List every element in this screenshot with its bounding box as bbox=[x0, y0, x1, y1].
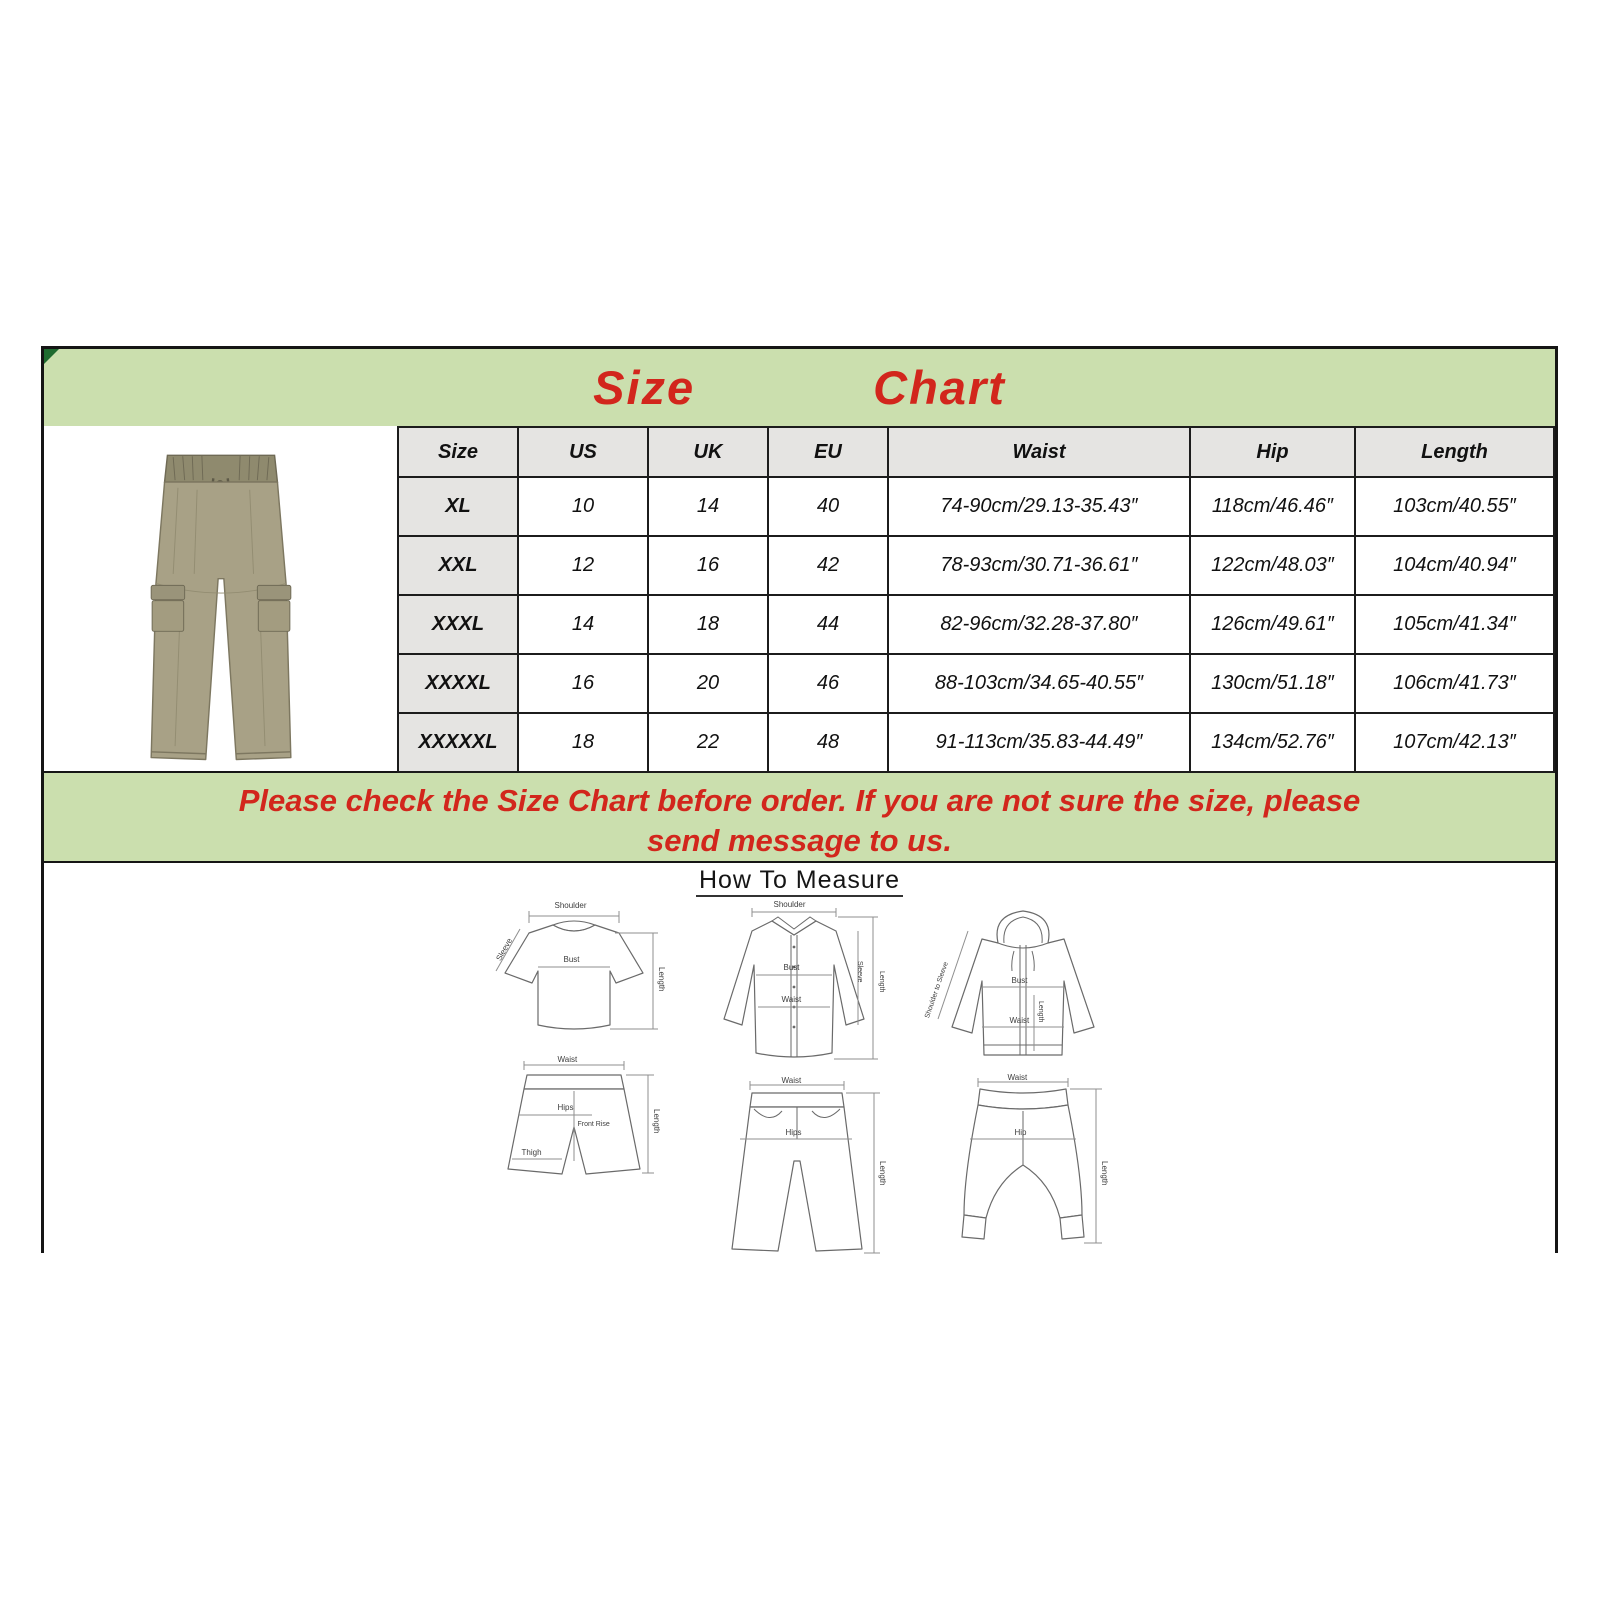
label-shoulder: Shoulder bbox=[773, 900, 806, 909]
size-value-cell: 78-93cm/30.71-36.61″ bbox=[888, 536, 1190, 595]
label-waist: Waist bbox=[1007, 1073, 1028, 1082]
size-value-cell: 48 bbox=[768, 713, 888, 772]
table-row bbox=[398, 595, 1554, 654]
size-value-cell: 14 bbox=[648, 477, 768, 536]
size-value-cell: 16 bbox=[648, 536, 768, 595]
size-name-cell: XXL bbox=[398, 536, 518, 595]
cargo-pants-image bbox=[106, 440, 336, 770]
label-hips: Hips bbox=[785, 1128, 802, 1137]
corner-triangle bbox=[44, 349, 59, 364]
table-row bbox=[398, 713, 1554, 772]
size-value-cell: 88-103cm/34.65-40.55″ bbox=[888, 654, 1190, 713]
shirt-diagram bbox=[690, 899, 898, 1077]
label-waist: Waist bbox=[557, 1055, 578, 1064]
size-value-cell: 104cm/40.94″ bbox=[1355, 536, 1554, 595]
column-header: Size bbox=[398, 427, 518, 477]
size-value-cell: 10 bbox=[518, 477, 648, 536]
label-length: Length bbox=[877, 1161, 887, 1186]
size-name-cell: XXXXXL bbox=[398, 713, 518, 772]
label-bust: Bust bbox=[783, 963, 800, 972]
size-value-cell: 42 bbox=[768, 536, 888, 595]
size-value-cell: 22 bbox=[648, 713, 768, 772]
size-value-cell: 40 bbox=[768, 477, 888, 536]
page-title bbox=[593, 360, 1006, 415]
size-name-cell: XXXL bbox=[398, 595, 518, 654]
how-to-measure-section bbox=[44, 863, 1555, 1259]
column-header: Waist bbox=[888, 427, 1190, 477]
label-thigh: Thigh bbox=[521, 1148, 542, 1157]
size-value-cell: 20 bbox=[648, 654, 768, 713]
size-value-cell: 18 bbox=[518, 713, 648, 772]
size-value-cell: 105cm/41.34″ bbox=[1355, 595, 1554, 654]
table-row bbox=[398, 477, 1554, 536]
measure-diagrams bbox=[44, 899, 1555, 1259]
label-waist: Waist bbox=[1009, 1016, 1030, 1025]
label-length: Length bbox=[651, 1109, 661, 1134]
size-table-body bbox=[398, 477, 1554, 772]
label-bust: Bust bbox=[563, 955, 580, 964]
size-name-cell: XL bbox=[398, 477, 518, 536]
shorts-diagram bbox=[470, 1051, 678, 1199]
size-value-cell: 126cm/49.61″ bbox=[1190, 595, 1355, 654]
size-value-cell: 130cm/51.18″ bbox=[1190, 654, 1355, 713]
label-hips: Hips bbox=[557, 1103, 574, 1112]
joggers-diagram bbox=[916, 1075, 1130, 1259]
size-value-cell: 82-96cm/32.28-37.80″ bbox=[888, 595, 1190, 654]
size-value-cell: 18 bbox=[648, 595, 768, 654]
column-header: EU bbox=[768, 427, 888, 477]
size-table-head-row bbox=[398, 427, 1554, 477]
hoodie-diagram bbox=[916, 899, 1130, 1075]
label-bust: Bust bbox=[1011, 976, 1028, 985]
column-header: UK bbox=[648, 427, 768, 477]
title-word-size: Size bbox=[593, 361, 696, 414]
label-shoulder-to-sleeve: Shoulder to Sleeve bbox=[923, 961, 950, 1020]
label-waist: Waist bbox=[781, 1076, 802, 1085]
notice-line-2: send message to us. bbox=[647, 823, 952, 858]
size-value-cell: 12 bbox=[518, 536, 648, 595]
size-table bbox=[397, 426, 1555, 773]
size-value-cell: 44 bbox=[768, 595, 888, 654]
size-value-cell: 74-90cm/29.13-35.43″ bbox=[888, 477, 1190, 536]
label-length: Length bbox=[1099, 1161, 1109, 1186]
label-sleeve: Sleeve bbox=[855, 961, 863, 983]
size-value-cell: 91-113cm/35.83-44.49″ bbox=[888, 713, 1190, 772]
size-value-cell: 134cm/52.76″ bbox=[1190, 713, 1355, 772]
size-value-cell: 106cm/41.73″ bbox=[1355, 654, 1554, 713]
label-length: Length bbox=[656, 967, 666, 992]
product-photo bbox=[44, 426, 397, 771]
column-header: Length bbox=[1355, 427, 1554, 477]
notice-banner bbox=[44, 771, 1555, 863]
title-word-chart: Chart bbox=[873, 361, 1006, 414]
label-shoulder: Shoulder bbox=[554, 901, 587, 910]
label-hip: Hip bbox=[1014, 1128, 1027, 1137]
table-row bbox=[398, 654, 1554, 713]
size-value-cell: 122cm/48.03″ bbox=[1190, 536, 1355, 595]
size-value-cell: 46 bbox=[768, 654, 888, 713]
notice-line-1: Please check the Size Chart before order. If you are not sure the size, please bbox=[238, 783, 1361, 818]
tshirt-diagram bbox=[470, 899, 678, 1051]
column-header: Hip bbox=[1190, 427, 1355, 477]
label-length: Length bbox=[877, 971, 885, 993]
label-length: Length bbox=[1036, 1001, 1044, 1023]
size-chart-header bbox=[44, 349, 1555, 426]
label-front-rise: Front Rise bbox=[577, 1121, 610, 1128]
label-waist: Waist bbox=[781, 995, 802, 1004]
size-name-cell: XXXXL bbox=[398, 654, 518, 713]
size-chart-sheet bbox=[41, 346, 1558, 1253]
label-sleeve: Sleeve bbox=[493, 936, 514, 963]
size-value-cell: 107cm/42.13″ bbox=[1355, 713, 1554, 772]
size-value-cell: 103cm/40.55″ bbox=[1355, 477, 1554, 536]
pants-diagram bbox=[690, 1077, 904, 1259]
how-to-measure-title: How To Measure bbox=[696, 866, 903, 897]
table-section bbox=[44, 426, 1555, 771]
size-value-cell: 118cm/46.46″ bbox=[1190, 477, 1355, 536]
size-value-cell: 14 bbox=[518, 595, 648, 654]
table-row bbox=[398, 536, 1554, 595]
column-header: US bbox=[518, 427, 648, 477]
size-value-cell: 16 bbox=[518, 654, 648, 713]
